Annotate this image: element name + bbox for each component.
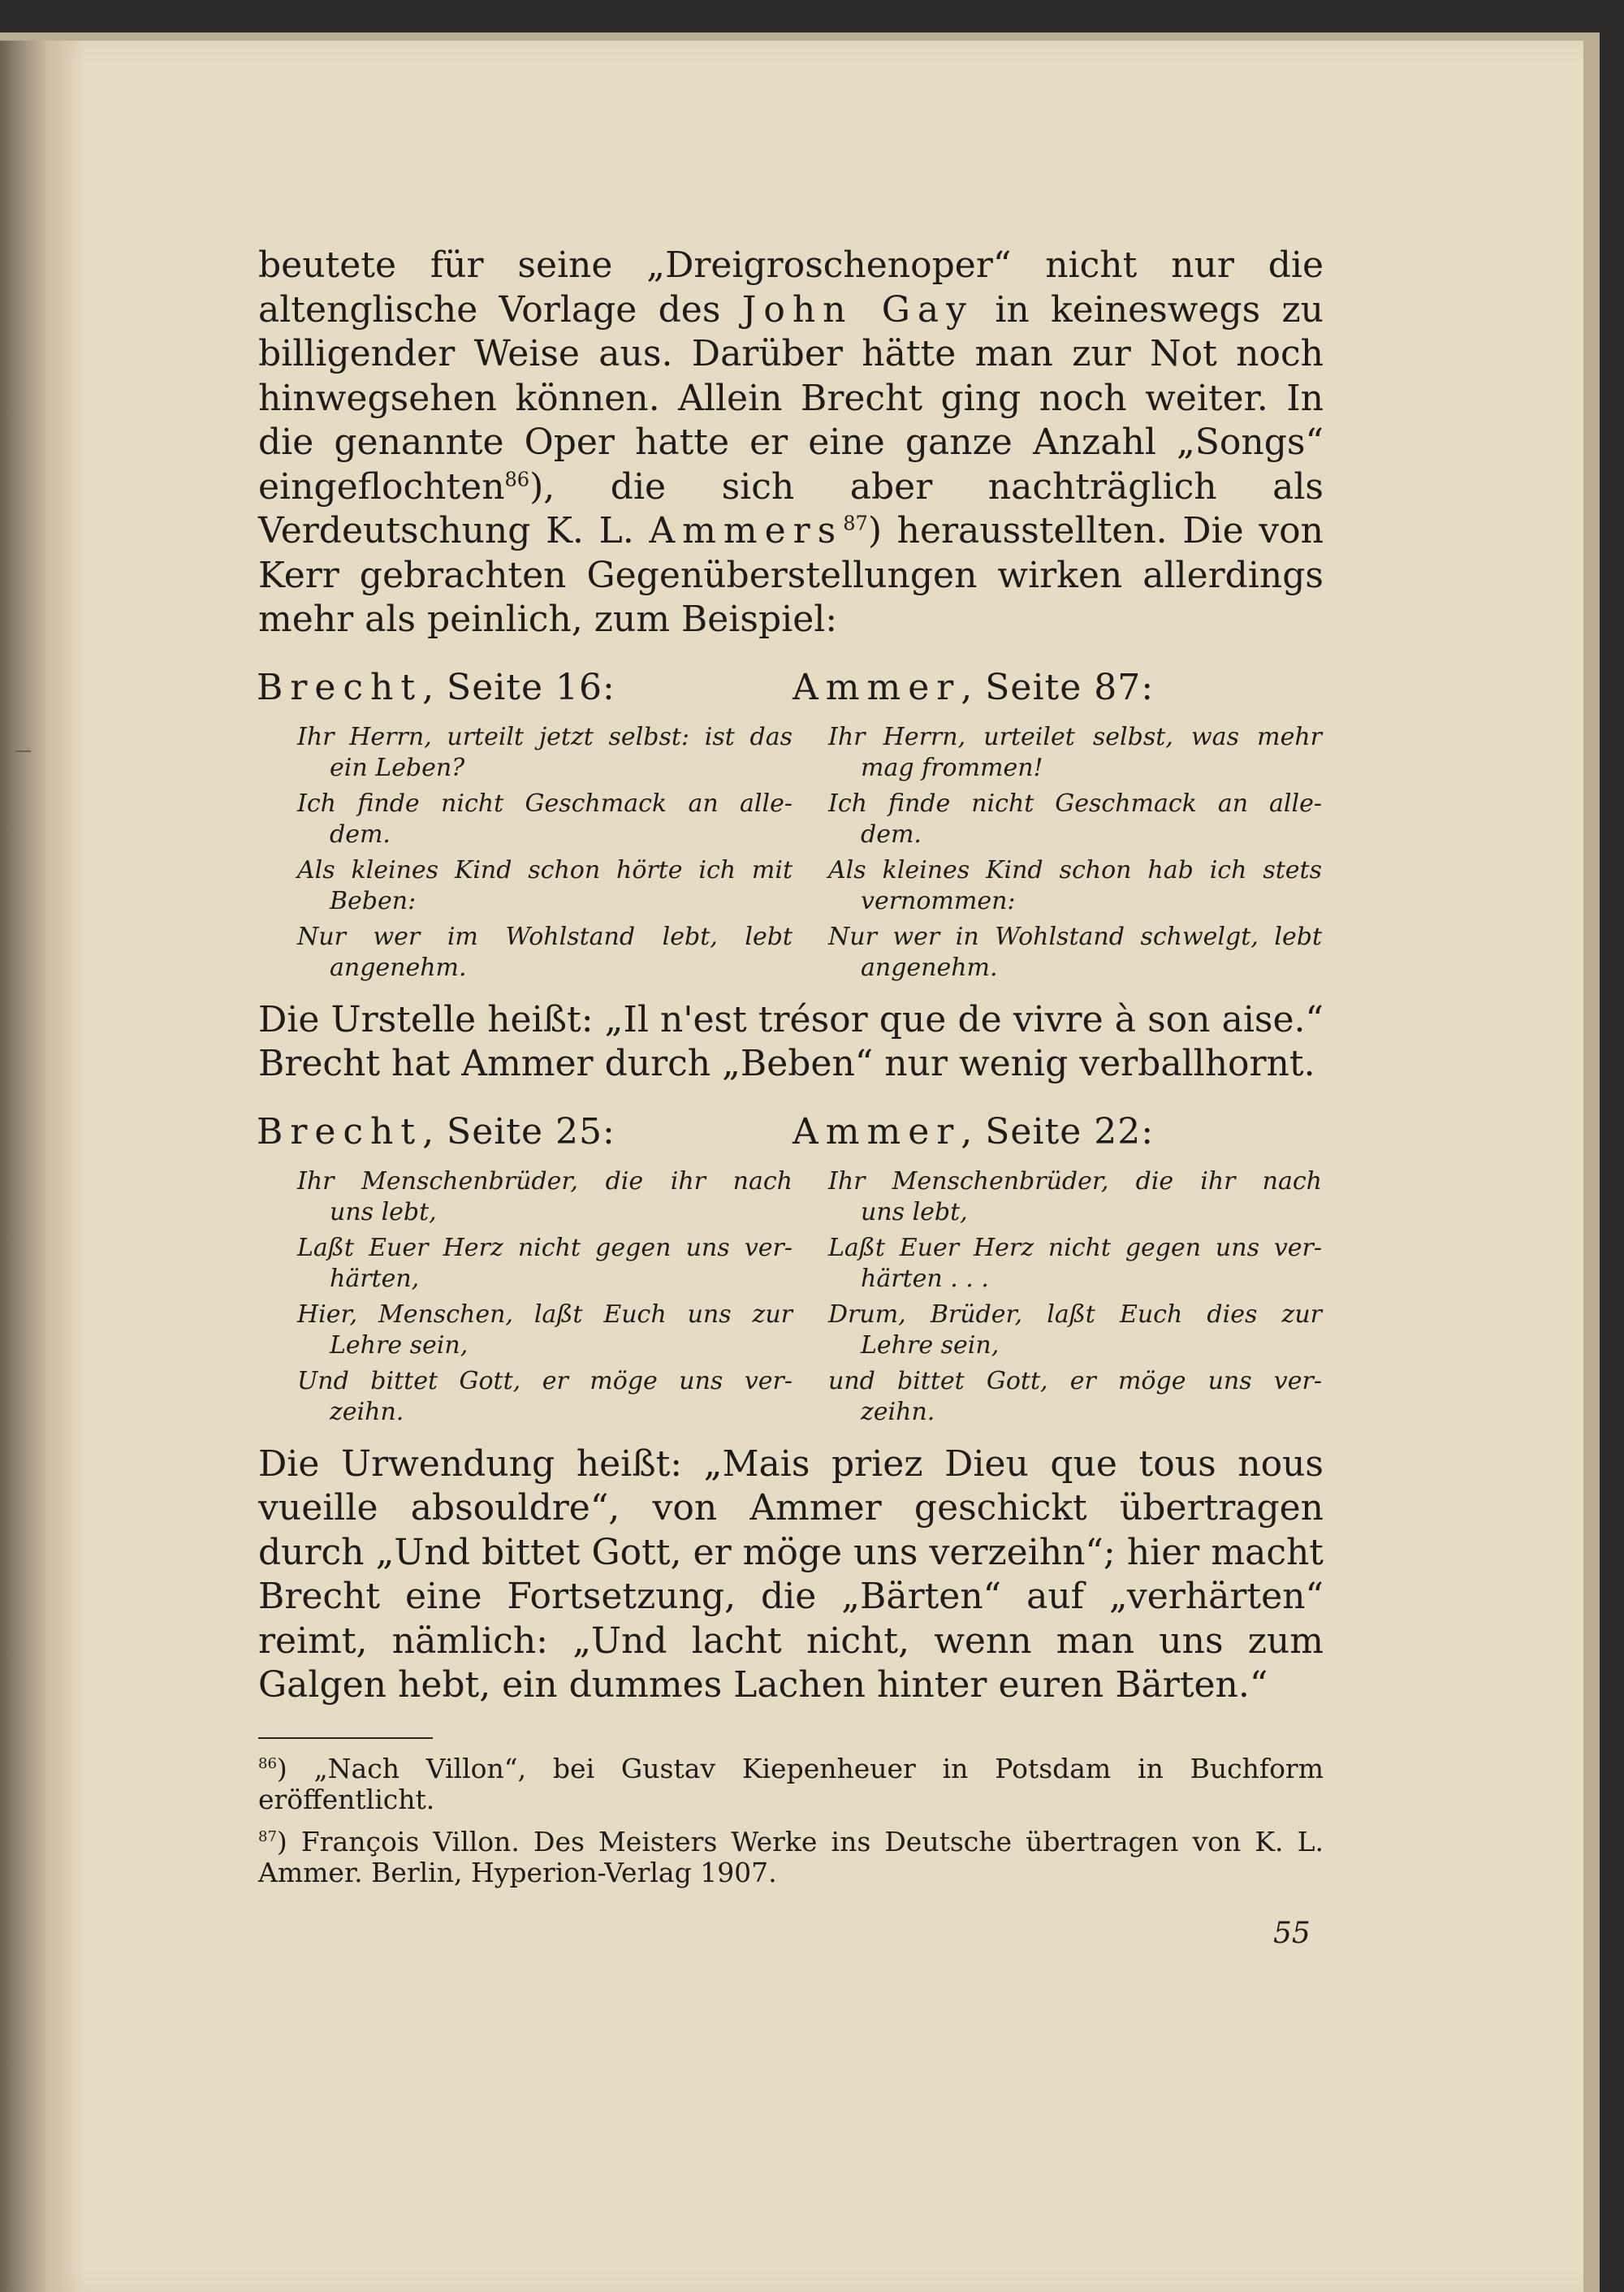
verse-line: Ich finde nicht Geschmack an alle-	[828, 789, 1322, 818]
verse-line: zeihn.	[330, 1397, 404, 1426]
comparison-2-right-verse	[828, 1166, 1322, 1428]
verse-line: Nur wer in Wohlstand schwelgt, lebt	[828, 922, 1322, 951]
verse-line: ein Leben?	[330, 753, 465, 782]
verse-line: Laßt Euer Herz nicht gegen uns ver-	[297, 1233, 793, 1262]
verse-line: dem.	[861, 819, 922, 849]
text-run: ) herausstellten. Die von Kerr gebrachten Gegenüberstellungen wirken allerdings mehr als peinlich, zum Beispiel:	[258, 510, 1324, 640]
footnote-87	[258, 1827, 1324, 1888]
comparison-1-right-heading	[793, 667, 1154, 708]
verse-line: Hier, Menschen, laßt Euch uns zur	[297, 1300, 793, 1329]
page-number: 55	[1273, 1917, 1311, 1950]
paragraph-3: Die Urwendung heißt: „Mais priez Dieu que tous nous vueille absouldre“, von Ammer geschickt übertragen durch „Und bittet Gott, er möge uns verzeihn“; hier macht Brecht eine Fortsetzung, die „Bärten“ auf „verhärten“ reimt, nämlich: „Und lacht nicht, wenn man uns zum Galgen hebt, ein dummes Lachen hinter euren Bärten.“	[258, 1442, 1324, 1706]
text-run: beutete für seine „Dreigroschenoper“ nicht nur die altenglische Vorlage des	[258, 244, 1324, 331]
verse-line: uns lebt,	[330, 1197, 437, 1226]
heading-author: Ammer	[793, 666, 961, 708]
author-name-gay: John Gay	[741, 288, 974, 331]
footnote-text: ) „Nach Villon“, bei Gustav Kiepenheuer in Potsdam in Buchform eröffentlicht.	[258, 1752, 1324, 1815]
comparison-1-left-verse	[297, 722, 793, 984]
author-name-ammer: Ammers	[649, 510, 844, 551]
verse-line: Als kleines Kind schon hab ich stets	[828, 855, 1322, 884]
verse-line: Ihr Menschenbrüder, die ihr nach	[828, 1166, 1322, 1196]
heading-author: Brecht	[257, 666, 423, 708]
verse-line: Ich finde nicht Geschmack an alle-	[297, 789, 793, 818]
footnote-ref-86[interactable]: 86	[504, 467, 530, 491]
footnote-rule	[258, 1737, 433, 1739]
verse-line: Laßt Euer Herz nicht gegen uns ver-	[828, 1233, 1322, 1262]
verse-line: Lehre sein,	[330, 1330, 469, 1360]
footnote-ref-87[interactable]: 87	[843, 512, 868, 535]
verse-line: dem.	[330, 819, 391, 849]
heading-page: , Seite 22:	[961, 1110, 1155, 1152]
comparison-2-right-heading	[793, 1111, 1154, 1152]
paragraph-2: Die Urstelle heißt: „Il n'est trésor que de vivre à son aise.“ Brecht hat Ammer durch „Beben“ nur wenig verballhornt.	[258, 998, 1324, 1084]
footnote-mark: 86	[258, 1754, 277, 1772]
verse-line: Ihr Herrn, urteilt jetzt selbst: ist das	[297, 722, 793, 751]
verse-line: härten,	[330, 1264, 420, 1293]
verse-line: Ihr Herrn, urteilet selbst, was mehr	[828, 722, 1322, 751]
verse-line: vernommen:	[861, 886, 1016, 915]
page-content	[258, 244, 1324, 1900]
verse-line: Ihr Menschenbrüder, die ihr nach	[297, 1166, 793, 1196]
book-gutter	[0, 41, 85, 2292]
comparison-1-verses	[258, 722, 1324, 980]
verse-line: angenehm.	[330, 953, 467, 982]
comparison-1-headings	[258, 667, 1324, 714]
heading-page: , Seite 16:	[422, 666, 615, 708]
footnote-86	[258, 1754, 1324, 1815]
comparison-1-right-verse	[828, 722, 1322, 984]
verse-line: zeihn.	[861, 1397, 935, 1426]
heading-author: Brecht	[257, 1110, 423, 1152]
comparison-1-left-heading	[257, 667, 615, 708]
text-run: ), die sich aber nachträglich als Verdeutschung K. L.	[258, 465, 1324, 551]
heading-page: , Seite 25:	[422, 1110, 615, 1152]
comparison-2-left-heading	[257, 1111, 615, 1152]
heading-author: Ammer	[793, 1110, 961, 1152]
heading-page: , Seite 87:	[961, 666, 1155, 708]
margin-mark	[15, 750, 31, 752]
comparison-2-left-verse	[297, 1166, 793, 1428]
comparison-2-headings	[258, 1111, 1324, 1158]
verse-line: Nur wer im Wohlstand lebt, lebt	[297, 922, 793, 951]
verse-line: Lehre sein,	[861, 1330, 1000, 1360]
text-run: in keineswegs zu billigender Weise aus. Darüber hätte man zur Not noch hinwegsehen können. Allein Brecht ging noch weiter. In die genannte Oper hatte er eine ganze Anzahl „Songs“ eingeflochten	[258, 288, 1324, 508]
verse-line: uns lebt,	[861, 1197, 968, 1226]
paragraph-1	[258, 244, 1324, 642]
verse-line: Beben:	[330, 886, 417, 915]
footnote-text: ) François Villon. Des Meisters Werke ins Deutsche übertragen von K. L. Ammer. Berlin, Hyperion-Verlag 1907.	[258, 1825, 1324, 1888]
verse-line: Drum, Brüder, laßt Euch dies zur	[828, 1300, 1322, 1329]
verse-line: mag frommen!	[861, 753, 1043, 782]
verse-line: Und bittet Gott, er möge uns ver-	[297, 1366, 793, 1395]
verse-line: härten . . .	[861, 1264, 989, 1293]
verse-line: angenehm.	[861, 953, 998, 982]
comparison-2-verses	[258, 1166, 1324, 1425]
verse-line: Als kleines Kind schon hörte ich mit	[297, 855, 793, 884]
footnote-mark: 87	[258, 1827, 277, 1845]
verse-line: und bittet Gott, er möge uns ver-	[828, 1366, 1322, 1395]
